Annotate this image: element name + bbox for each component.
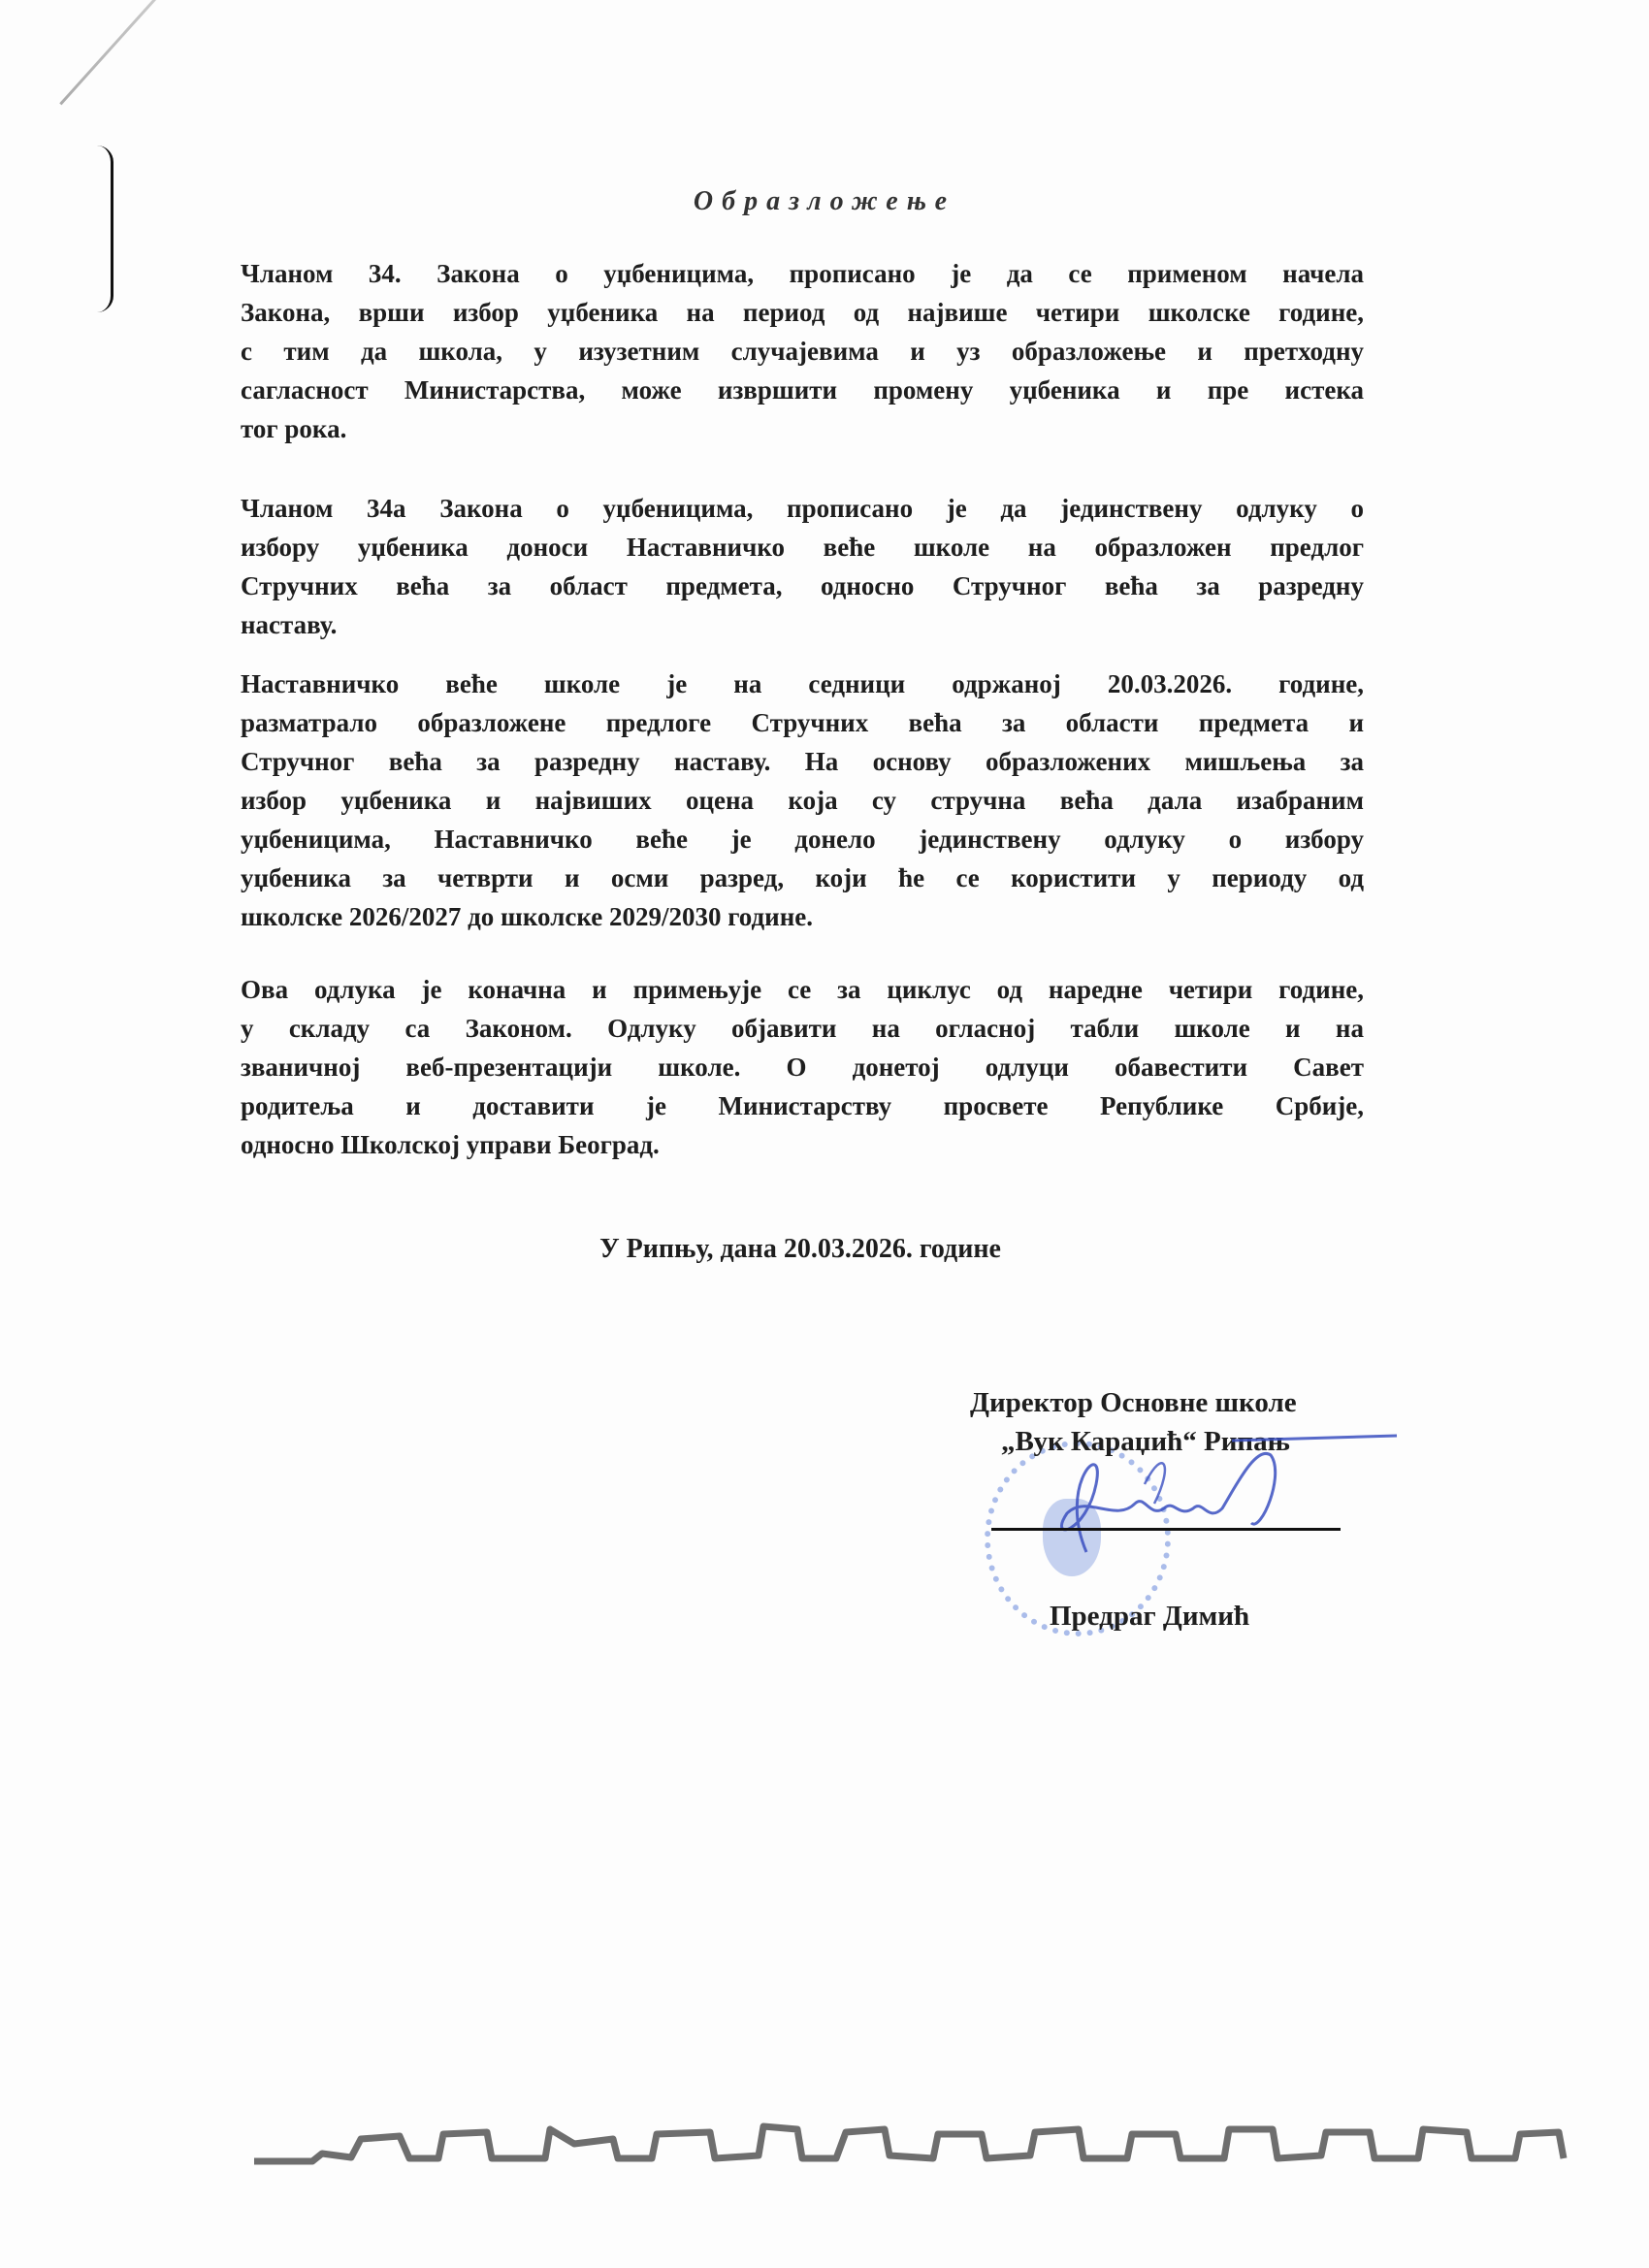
handwritten-signature: [1028, 1426, 1406, 1581]
text-line: избор уџбеника и највиших оцена која су стручна већа дала изабраним: [241, 786, 1364, 815]
text-line: родитеља и доставити је Министарству просвете Републике Србије,: [241, 1091, 1364, 1120]
signatory-role: Директор Основне школе: [970, 1387, 1297, 1418]
signatory-name: Предраг Димић: [1050, 1601, 1250, 1632]
text-line: односно Школској управи Београд.: [241, 1130, 660, 1159]
paragraph-2: [241, 489, 1364, 644]
place-and-date: У Рипњу, дана 20.03.2026. године: [599, 1234, 1001, 1264]
text-line: Стручног већа за разредну наставу. На основу образложених мишљења за: [241, 747, 1364, 776]
text-line: Чланом 34. Закона о уџбеницима, прописано је да се применом начела: [241, 259, 1364, 288]
paragraph-1: [241, 254, 1364, 448]
text-line: наставу.: [241, 610, 338, 639]
document-title: Образложење: [693, 186, 956, 216]
text-line: Ова одлука је коначна и примењује се за циклус од наредне четири године,: [241, 975, 1364, 1004]
text-line: избору уџбеника доноси Наставничко веће школе на образложен предлог: [241, 533, 1364, 562]
signature-line: [991, 1528, 1341, 1531]
text-line: Стручних већа за област предмета, односно Стручног већа за разредну: [241, 571, 1364, 600]
text-line: Чланом 34а Закона о уџбеницима, прописано је да јединствену одлуку о: [241, 494, 1364, 523]
paragraph-3: [241, 664, 1364, 936]
text-line: разматрало образложене предлоге Стручних већа за области предмета и: [241, 708, 1364, 737]
text-line: с тим да школа, у изузетним случајевима и уз образложење и претходну: [241, 337, 1364, 366]
text-line: сагласност Министарства, може извршити промену уџбеника и пре истека: [241, 375, 1364, 405]
text-line: Наставничко веће школе је на седници одржаној 20.03.2026. године,: [241, 669, 1364, 698]
text-line: у складу са Законом. Одлуку објавити на огласној табли школе и на: [241, 1014, 1364, 1043]
text-line: Закона, врши избор уџбеника на период од највише четири школске године,: [241, 298, 1364, 327]
text-line: уџбеницима, Наставничко веће је донело јединствену одлуку о избору: [241, 825, 1364, 854]
text-line: школске 2026/2027 до школске 2029/2030 године.: [241, 902, 814, 931]
paragraph-4: [241, 970, 1364, 1164]
text-line: уџбеника за четврти и осми разред, који ће се користити у периоду од: [241, 863, 1364, 892]
decorative-skyline-footer: [254, 2115, 1583, 2173]
signatory-school: „Вук Караџић“ Рипањ: [1001, 1426, 1290, 1457]
text-line: званичној веб-презентацији школе. О донетој одлуци обавестити Савет: [241, 1053, 1364, 1082]
text-line: тог рока.: [241, 414, 347, 443]
scan-artifact: [59, 0, 172, 105]
margin-bracket-mark: [97, 146, 113, 312]
